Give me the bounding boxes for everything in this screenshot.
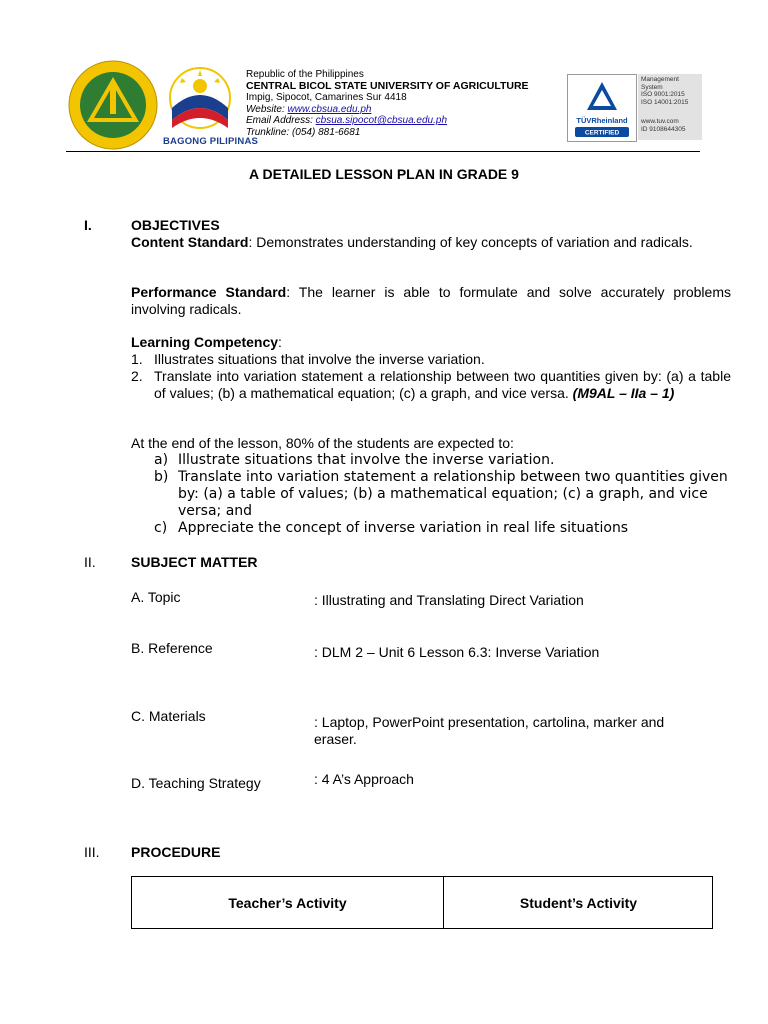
expected-item: Translate into variation statement a relationship between two quantities given by: (a) a table of values; (b) a mathematical equation; (c) a graph, and vice versa; and (178, 469, 728, 519)
cert-url: www.tuv.com (641, 118, 679, 126)
subject-item-value: : DLM 2 – Unit 6 Lesson 6.3: Inverse Variation (314, 644, 600, 660)
cert-line: ISO 14001:2015 (641, 98, 689, 106)
university-header-info (246, 69, 529, 138)
competency-number: 1. (131, 351, 143, 367)
bagong-pilipinas-label: BAGONG PILIPINAS (163, 136, 259, 147)
subject-item-label: B. Reference (131, 640, 213, 656)
subject-item-value: : 4 A’s Approach (314, 771, 414, 787)
trunkline-line: Trunkline: (054) 881-6681 (246, 126, 361, 138)
subject-item-label: C. Materials (131, 708, 206, 724)
subject-matter-heading: SUBJECT MATTER (131, 554, 258, 570)
cert-line: Management (641, 76, 679, 83)
lesson-plan-title: A DETAILED LESSON PLAN IN GRADE 9 (249, 166, 519, 182)
location-line: Impig, Sipocot, Camarines Sur 4418 (246, 92, 407, 103)
tuv-brand-text: TÜVRheinland (576, 116, 628, 125)
subject-item-value: : Laptop, PowerPoint presentation, cartolina, marker and eraser. (314, 714, 665, 747)
email-line: Email Address: cbsua.sipocot@cbsua.edu.ph (246, 115, 448, 126)
country-line: Republic of the Philippines (246, 69, 364, 80)
performance-standard: Performance Standard: The learner is able to formulate and solve accurately problems involving radicals. (131, 284, 731, 317)
learning-competency-label: Learning Competency: (131, 334, 282, 350)
cert-line: System (641, 83, 663, 91)
competency-number: 2. (131, 368, 143, 384)
table-header-student: Student’s Activity (519, 894, 638, 911)
objectives-heading: OBJECTIVES (131, 217, 220, 233)
expected-item: Appreciate the concept of inverse variation in real life situations (178, 520, 629, 536)
university-name: CENTRAL BICOL STATE UNIVERSITY OF AGRICULTURE (246, 79, 529, 92)
procedure-heading: PROCEDURE (131, 844, 221, 860)
end-of-lesson-intro: At the end of the lesson, 80% of the students are expected to: (131, 435, 514, 451)
tuv-rheinland-logo (567, 74, 637, 142)
section-number: II. (84, 554, 96, 570)
competency-item: Translate into variation statement a relationship between two quantities given by: (a) a table of values; (b) a mathematical equation; (c) a graph, and vice versa. (M9AL – IIa – 1) (154, 368, 731, 401)
subject-item-value: : Illustrating and Translating Direct Variation (314, 592, 584, 608)
expected-item: Illustrate situations that involve the inverse variation. (178, 452, 555, 468)
section-number: I. (84, 217, 92, 233)
expected-letter: a) (154, 452, 169, 468)
website-line: Website: www.cbsua.edu.ph (246, 103, 372, 115)
email-link[interactable]: cbsua.sipocot@cbsua.edu.ph (315, 115, 448, 126)
procedure-table (131, 876, 713, 929)
cert-line: ISO 9001:2015 (641, 91, 685, 99)
header-divider (66, 151, 700, 152)
section-number: III. (84, 844, 100, 860)
competency-item: Illustrates situations that involve the inverse variation. (154, 351, 485, 367)
table-header-teacher: Teacher’s Activity (132, 877, 444, 928)
tuv-certified-text: CERTIFIED (584, 129, 620, 137)
competency-code: (M9AL – IIa – 1) (572, 385, 675, 401)
expected-letter: b) (154, 469, 169, 485)
cbsua-seal-logo (68, 60, 158, 150)
iso-certification-box (638, 74, 702, 140)
expected-letter: c) (154, 520, 168, 536)
subject-item-label: D. Teaching Strategy (131, 775, 261, 791)
cert-id: ID 9108644305 (641, 125, 686, 133)
content-standard: Content Standard: Demonstrates understanding of key concepts of variation and radicals. (131, 234, 693, 250)
subject-item-label: A. Topic (131, 589, 181, 605)
website-link[interactable]: www.cbsua.edu.ph (287, 103, 372, 115)
